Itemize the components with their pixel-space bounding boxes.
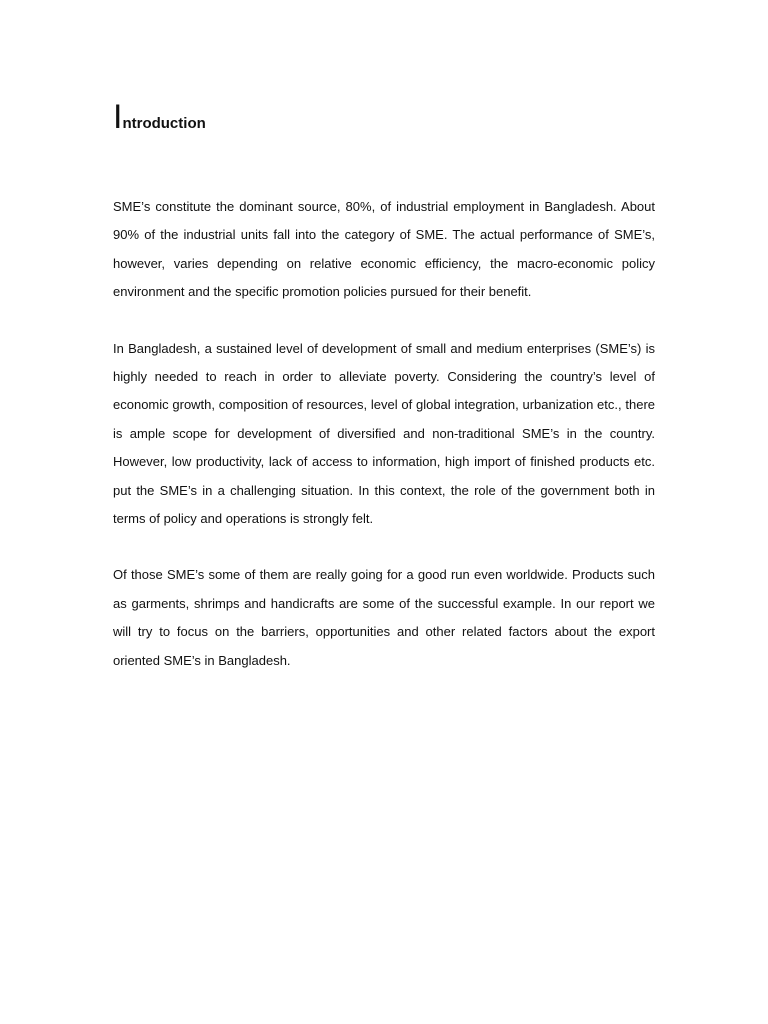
paragraph-3: Of those SME’s some of them are really going for a good run even worldwide. Products such as garments, shrimps and handicrafts are some of the successful example. In our report we will try to focus on the barriers, opportunities and other related factors about the export oriented SME’s in Bangladesh. [113, 567, 655, 668]
paragraph-2: In Bangladesh, a sustained level of development of small and medium enterprises (SME’s) is highly needed to reach in order to alleviate poverty. Considering the country’s level of economic growth, composition of resources, level of global integration, urbanization etc., there is ample scope for development of diversified and non-traditional SME’s in the country. However, low productivity, lack of access to information, high import of finished products etc. put the SME’s in a challenging situation. In this context, the role of the government both in terms of policy and operations is strongly felt. [113, 340, 655, 527]
paragraph-1: SME’s constitute the dominant source, 80%, of industrial employment in Bangladesh. About 90% of the industrial units fall into the category of SME. The actual performance of SME’s, however, varies depending on relative economic efficiency, the macro-economic policy environment and the specific promotion policies pursued for their benefit. [113, 199, 655, 300]
heading-text: ntroduction [122, 115, 206, 132]
section-heading [113, 100, 206, 134]
body-text [113, 193, 655, 703]
heading-drop-letter: I [113, 98, 123, 136]
